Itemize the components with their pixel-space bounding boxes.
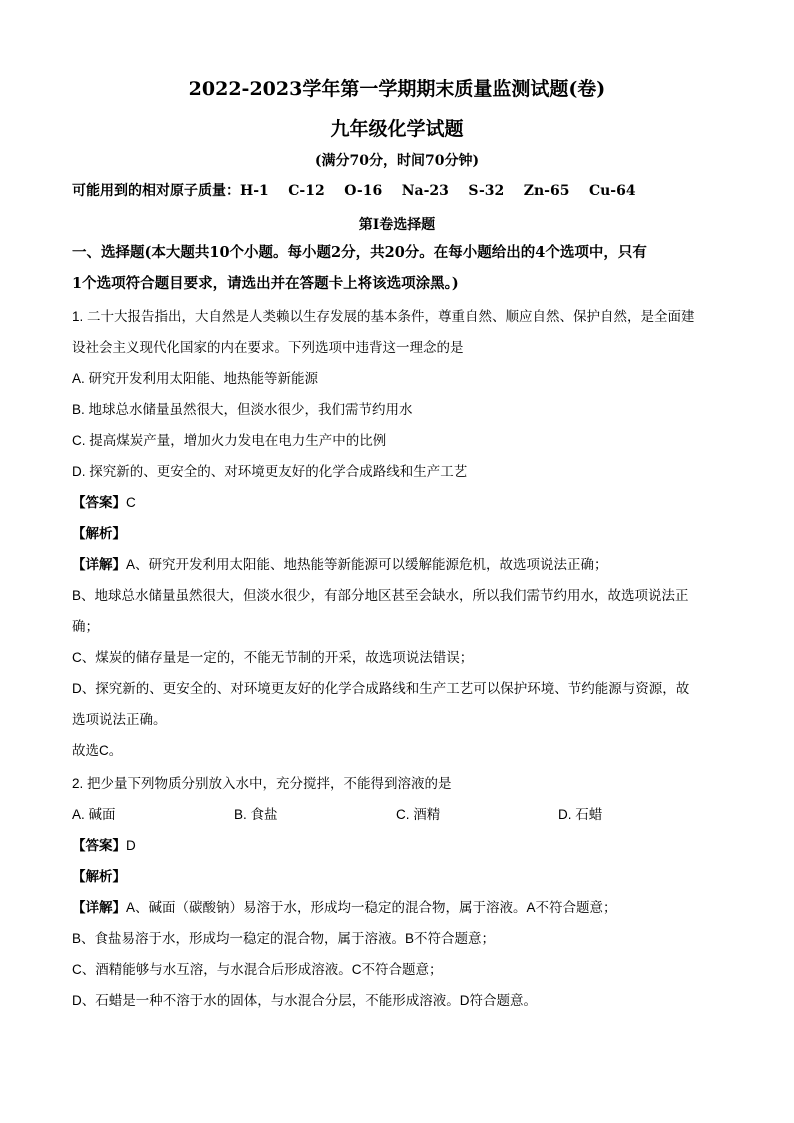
analysis-tag: 【解析】 — [72, 869, 126, 884]
q1-detail-line-2: B、地球总水储量虽然很大，但淡水很少，有部分地区甚至会缺水，所以我们需节约用水，故选项说法正 — [72, 588, 689, 603]
q1-stem-line-2: 设社会主义现代化国家的内在要求。下列选项中违背这一理念的是 — [72, 340, 464, 355]
q1-option-d: D. 探究新的、更安全的、对环境更友好的化学合成路线和生产工艺 — [72, 464, 468, 479]
detail-text: A、研究开发利用太阳能、地热能等新能源可以缓解能源危机，故选项说法正确； — [126, 557, 608, 572]
detail-tag: 【详解】 — [72, 900, 126, 915]
page-subtitle: 九年级化学试题 — [330, 118, 464, 140]
q1-option-a: A. 研究开发利用太阳能、地热能等新能源 — [72, 371, 319, 386]
q2-stem: 2. 把少量下列物质分别放入水中，充分搅拌，不能得到溶液的是 — [72, 776, 452, 791]
q1-option-b: B. 地球总水储量虽然很大，但淡水很少，我们需节约用水 — [72, 402, 413, 417]
q1-detail-line-4: C、煤炭的储存量是一定的，不能无节制的开采，故选项说法错误； — [72, 650, 474, 665]
answer-tag: 【答案】 — [72, 838, 126, 853]
instructions-line-2: 1个选项符合题目要求，请选出并在答题卡上将该选项涂黑。) — [72, 275, 459, 292]
q1-detail-line-5: D、探究新的、更安全的、对环境更友好的化学合成路线和生产工艺可以保护环境、节约能源与资源，故 — [72, 681, 690, 696]
q2-option-a: A. 碱面 — [72, 807, 116, 822]
answer-value: D — [126, 838, 136, 853]
q2-option-b: B. 食盐 — [234, 807, 278, 822]
q1-answer — [72, 493, 724, 513]
section-title: 第Ⅰ卷选择题 — [358, 217, 436, 233]
q1-stem-line-1: 1. 二十大报告指出，大自然是人类赖以生存发展的基本条件，尊重自然、顺应自然、保护自然，是全面建 — [72, 309, 695, 324]
answer-value: C — [126, 495, 136, 510]
answer-tag: 【答案】 — [72, 495, 126, 510]
detail-text: A、碱面（碳酸钠）易溶于水，形成均一稳定的混合物，属于溶液。A不符合题意； — [126, 900, 617, 915]
q1-detail-line-3: 确； — [72, 619, 99, 634]
q2-detail-line-2: B、食盐易溶于水，形成均一稳定的混合物，属于溶液。B不符合题意； — [72, 931, 496, 946]
q1-analysis-tag — [72, 524, 724, 544]
score-info: (满分70分，时间70分钟) — [314, 153, 480, 169]
detail-tag: 【详解】 — [72, 557, 126, 572]
q2-detail-line-1 — [72, 898, 724, 918]
q1-option-c: C. 提高煤炭产量，增加火力发电在电力生产中的比例 — [72, 433, 387, 448]
q1-detail-line-6: 选项说法正确。 — [72, 712, 167, 727]
q1-conclusion: 故选C。 — [72, 743, 123, 758]
q2-analysis-tag — [72, 867, 724, 887]
page-title: 2022-2023学年第一学期期末质量监测试题(卷) — [188, 78, 606, 100]
analysis-tag: 【解析】 — [72, 526, 126, 541]
atomic-masses: 可能用到的相对原子质量：H-1 C-12 O-16 Na-23 S-32 Zn-65 Cu-64 — [72, 183, 636, 199]
q2-detail-line-4: D、石蜡是一种不溶于水的固体，与水混合分层，不能形成溶液。D符合题意。 — [72, 993, 537, 1008]
q2-detail-line-3: C、酒精能够与水互溶，与水混合后形成溶液。C不符合题意； — [72, 962, 443, 977]
q2-answer — [72, 836, 724, 856]
q2-option-c: C. 酒精 — [396, 807, 441, 822]
q2-option-d: D. 石蜡 — [558, 807, 603, 822]
instructions-line-1: 一、选择题(本大题共10个小题。每小题2分，共20分。在每小题给出的4个选项中，只有 — [72, 244, 647, 261]
q1-detail-line-1 — [72, 555, 724, 575]
